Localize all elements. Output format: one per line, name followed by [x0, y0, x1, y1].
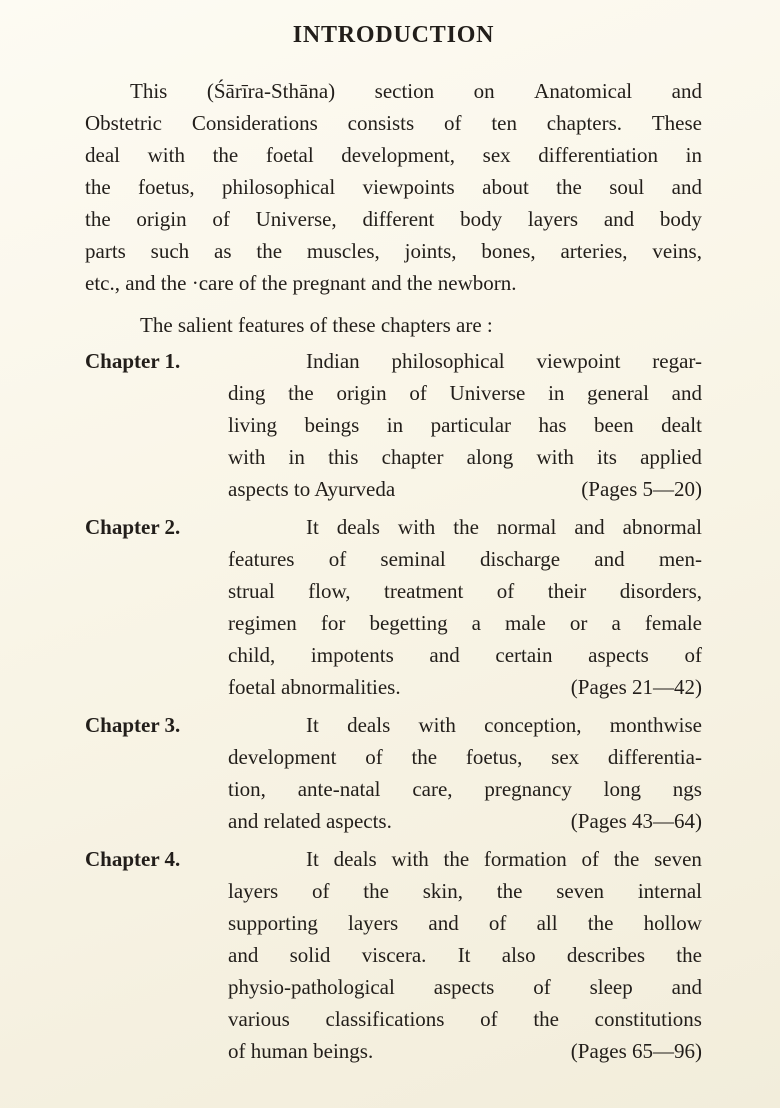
text-line: parts such as the muscles, joints, bones, arteries, veins,: [85, 239, 702, 263]
chapter-page-range: (Pages 5—20): [581, 477, 702, 501]
text-line: child, impotents and certain aspects of: [228, 643, 702, 667]
text-line: strual flow, treatment of their disorders,: [228, 579, 702, 603]
text-line: features of seminal discharge and men-: [228, 547, 702, 571]
page-body: [85, 75, 702, 1067]
chapter-last-words: of human beings.: [228, 1039, 374, 1063]
text-line: layers of the skin, the seven internal: [228, 879, 702, 903]
chapter-description: [228, 843, 702, 1067]
chapter-label: Chapter 4.: [85, 847, 181, 871]
text-line: and solid viscera. It also describes the: [228, 943, 702, 967]
text-line: It deals with the normal and abnormal: [306, 515, 702, 539]
text-line: etc., and the ·care of the pregnant and the newborn.: [85, 271, 517, 295]
chapter-description: [228, 511, 702, 703]
text-line: [228, 1035, 702, 1067]
chapter-page-range: (Pages 43—64): [570, 809, 702, 833]
chapter-list: [85, 345, 702, 1067]
chapter-label: Chapter 1.: [85, 349, 181, 373]
intro-paragraph: [85, 75, 702, 299]
chapter-entry-1: [85, 345, 702, 505]
text-line: This (Śārīra-Sthāna) section on Anatomical and: [130, 79, 702, 103]
text-line: regimen for begetting a male or a female: [228, 611, 702, 635]
text-line: physio-pathological aspects of sleep and: [228, 975, 702, 999]
chapter-page-range: (Pages 65—96): [570, 1039, 702, 1063]
page-title: INTRODUCTION: [292, 22, 495, 48]
chapter-page-range: (Pages 21—42): [570, 675, 702, 699]
text-line: the foetus, philosophical viewpoints about the soul and: [85, 175, 702, 199]
chapter-description: [228, 709, 702, 837]
chapter-entry-4: [85, 843, 702, 1067]
text-line: supporting layers and of all the hollow: [228, 911, 702, 935]
text-line: [228, 805, 702, 837]
text-line: Obstetric Considerations consists of ten chapters. These: [85, 111, 702, 135]
chapter-last-words: and related aspects.: [228, 809, 392, 833]
salient-features-line: The salient features of these chapters are :: [140, 313, 493, 337]
text-line: [228, 671, 702, 703]
text-line: tion, ante-natal care, pregnancy long ngs: [228, 777, 702, 801]
text-line: development of the foetus, sex differentia-: [228, 745, 702, 769]
text-line: It deals with the formation of the seven: [306, 847, 702, 871]
chapter-last-words: foetal abnormalities.: [228, 675, 401, 699]
text-line: the origin of Universe, different body layers and body: [85, 207, 702, 231]
chapter-entry-2: [85, 511, 702, 703]
chapter-label: Chapter 3.: [85, 713, 181, 737]
chapter-description: [228, 345, 702, 505]
text-line: ding the origin of Universe in general and: [228, 381, 702, 405]
text-line: deal with the foetal development, sex differentiation in: [85, 143, 702, 167]
text-line: living beings in particular has been dealt: [228, 413, 702, 437]
text-line: with in this chapter along with its applied: [228, 445, 702, 469]
chapter-last-words: aspects to Ayurveda: [228, 477, 396, 501]
chapter-label: Chapter 2.: [85, 515, 181, 539]
text-line: Indian philosophical viewpoint regar-: [306, 349, 702, 373]
text-line: [228, 473, 702, 505]
text-line: It deals with conception, monthwise: [306, 713, 702, 737]
chapter-entry-3: [85, 709, 702, 837]
text-line: various classifications of the constitutions: [228, 1007, 702, 1031]
